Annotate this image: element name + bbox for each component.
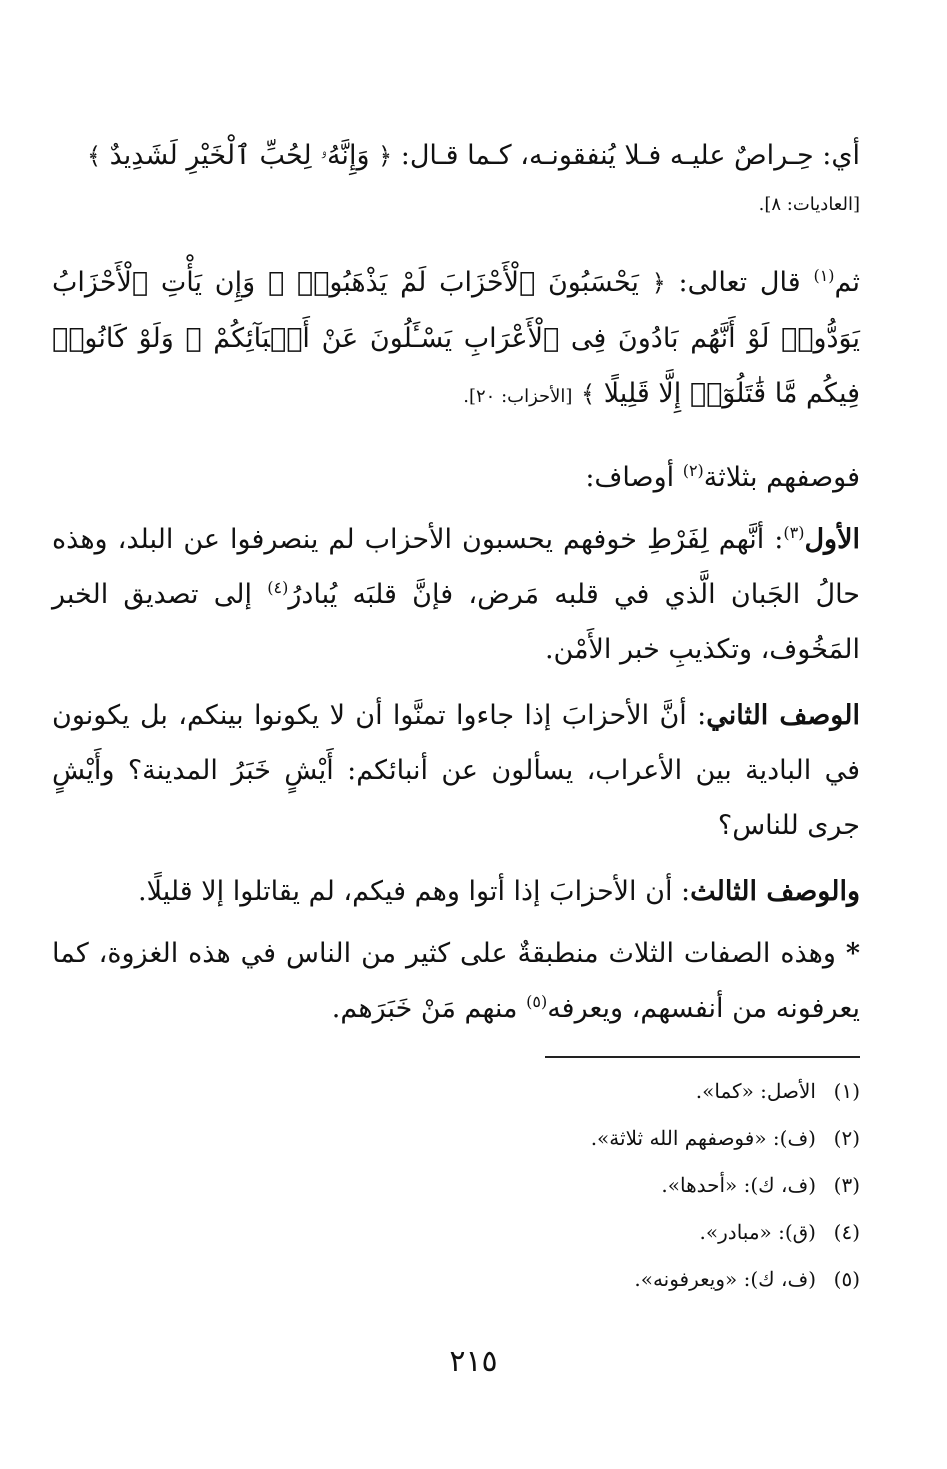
- footnote-marker-1[interactable]: (١): [813, 266, 835, 285]
- paragraph-4-text-a: : أنَّهم لِفَرْطِ خوفهم يحسبون الأحزاب لم ينصرفوا عن البلد، وهذه حالُ الجَبان الَّذي في قلبه مَرض، فإنَّ قلبَه يُبادرُ: [52, 524, 860, 610]
- paragraph-7-text-a: وهذه الصفات الثلاث منطبقةٌ على كثير من الناس في هذه الغزوة، كما يعرفونه من أنفسهم، ويعرفه: [52, 938, 860, 1024]
- paragraph-3-text-a: فوصفهم بثلاثة: [703, 462, 860, 493]
- quran-open-bracket: ﴿: [651, 269, 666, 297]
- footnote-number: (١): [833, 1079, 860, 1103]
- paragraph-1: [52, 128, 860, 220]
- paragraph-4-text-b: إلى تصديق الخبر المَخُوف، وتكذيبِ خبر الأَمْن.: [52, 579, 860, 665]
- footnote-marker-4[interactable]: (٤): [267, 578, 289, 597]
- quran-open-bracket: ﴿: [378, 142, 393, 170]
- paragraph-2-lead: ثم: [834, 267, 861, 298]
- quran-verse-adiyat: وَإِنَّهُۥ لِحُبِّ ٱلْخَيْرِ لَشَدِيدٌ: [101, 140, 379, 171]
- paragraph-6: [52, 864, 860, 919]
- paragraph-4: [52, 512, 860, 677]
- paragraph-4-label: الأول: [804, 524, 860, 555]
- footnote-marker-3[interactable]: (٣): [783, 523, 805, 542]
- quran-close-bracket: ﴾: [86, 142, 102, 170]
- footnote-text: (ق): «مبادر».: [699, 1220, 816, 1244]
- verse-reference-ahzab: [الأحزاب: ٢٠].: [463, 386, 573, 407]
- paragraph-3: [52, 450, 860, 505]
- footnote-2: [52, 1115, 860, 1162]
- footnote-number: (٣): [833, 1173, 860, 1197]
- footnote-3: [52, 1162, 860, 1209]
- footnote-text: (ف، ك): «ويعرفونه».: [634, 1267, 816, 1291]
- footnote-marker-2[interactable]: (٢): [682, 461, 704, 480]
- footnotes: [52, 1068, 860, 1303]
- footnote-number: (٤): [833, 1220, 860, 1244]
- verse-reference-adiyat: [العاديات: ٨].: [758, 194, 860, 215]
- page-number: ٢١٥: [449, 1344, 498, 1379]
- paragraph-3-text-b: أوصاف:: [585, 462, 683, 493]
- paragraph-5-label: الوصف الثاني: [706, 700, 860, 731]
- paragraph-6-text: : أن الأحزابَ إذا أتوا وهم فيكم، لم يقاتلوا إلا قليلًا.: [138, 876, 691, 907]
- footnote-divider: [545, 1056, 860, 1058]
- footnote-number: (٥): [833, 1267, 860, 1291]
- paragraph-1-text: أي: حِـراصٌ عليـه فـلا يُنفقونـه، كـما قـال:: [392, 140, 860, 171]
- footnote-marker-5[interactable]: (٥): [526, 992, 548, 1011]
- footnote-text: (ف): «فوصفهم الله ثلاثة».: [590, 1126, 816, 1150]
- footnote-text: الأصل: «كما».: [695, 1079, 816, 1103]
- paragraph-6-label: والوصف الثالث: [690, 876, 860, 907]
- footnote-number: (٢): [833, 1126, 860, 1150]
- paragraph-7-text-b: منهم مَنْ خَبَرَهم.: [331, 993, 527, 1024]
- footnote-5: [52, 1256, 860, 1303]
- paragraph-7: [52, 926, 860, 1036]
- paragraph-2: [52, 255, 860, 422]
- paragraph-2-text: قال تعالى:: [665, 267, 814, 298]
- footnote-text: (ف، ك): «أحدها».: [661, 1173, 816, 1197]
- quran-verse-ahzab: يَحْسَبُونَ ٱلْأَحْزَابَ لَمْ يَذْهَبُوا۟ ۖ وَإِن يَأْتِ ٱلْأَحْزَابُ يَوَدُّوا۟ لَوْ أَنَّهُم بَادُونَ فِى ٱلْأَعْرَابِ يَسْـَٔلُونَ عَنْ أَنۢبَآئِكُمْ ۖ وَلَوْ كَانُوا۟ فِيكُم مَّا قَٰتَلُوٓا۟ إِلَّا قَلِيلًا: [52, 267, 860, 409]
- paragraph-5: [52, 688, 860, 853]
- quran-close-bracket: ﴾: [581, 380, 596, 408]
- footnote-4: [52, 1209, 860, 1256]
- paragraph-5-text: : أنَّ الأحزابَ إذا جاءوا تمنَّوا أن لا يكونوا بينكم، بل يكونون في البادية بين الأعراب، يسألون عن أنبائكم: أَيْشٍ خَبَرُ المدينة؟ وأَيْشٍ جرى للناس؟: [52, 700, 860, 841]
- bullet-star: *: [845, 938, 860, 969]
- footnote-1: [52, 1068, 860, 1115]
